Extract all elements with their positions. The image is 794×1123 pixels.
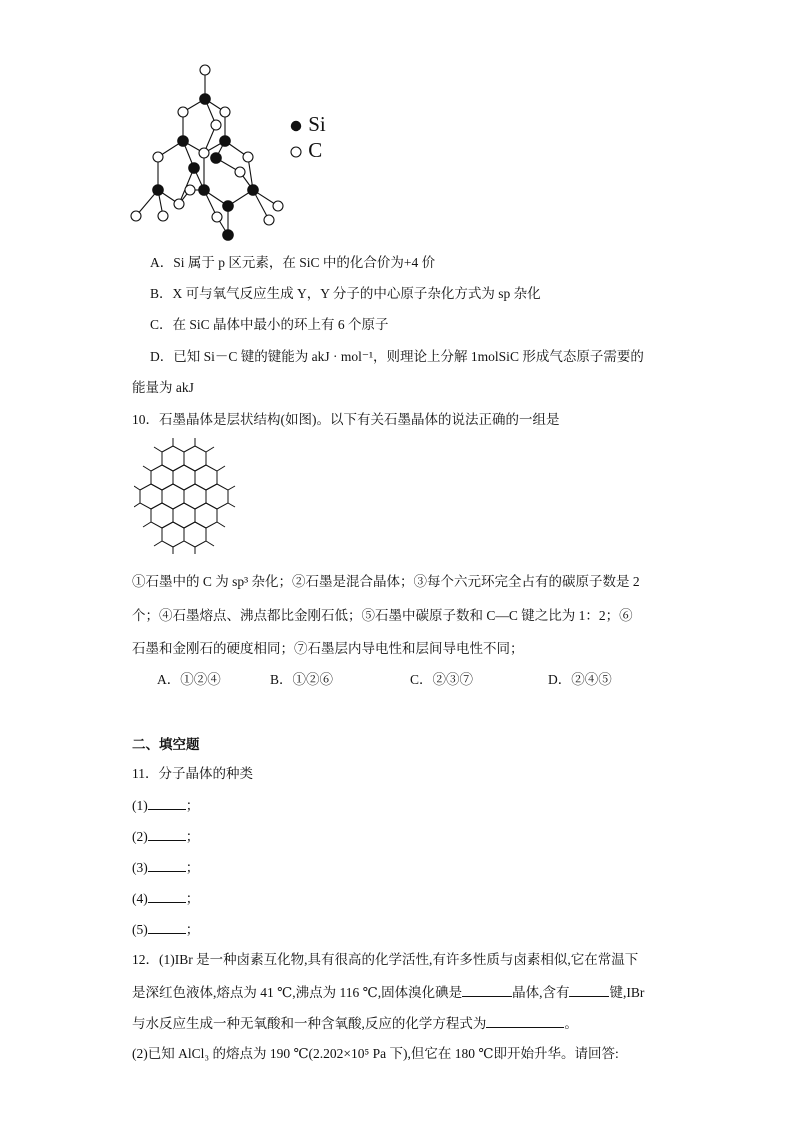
legend-si-label: Si	[308, 112, 326, 136]
q11-item-number: (1)	[132, 798, 148, 813]
hollow-circle-icon	[289, 145, 303, 159]
answer-blank[interactable]	[569, 982, 609, 997]
q11-sep: ；	[185, 829, 200, 844]
graphite-layer-figure	[134, 438, 240, 554]
q9-option-a: A．Si 属于 p 区元素，在 SiC 中的化合价为+4 价	[150, 255, 436, 270]
section-title: 二、填空题	[132, 737, 200, 752]
q11-item-2	[132, 826, 199, 847]
q9-option-d-line1: D．已知 Si－C 键的键能为 akJ · mol⁻¹，则理论上分解 1molSiC 形成气态原子需要的	[150, 349, 644, 364]
q10-option-a[interactable]: A．①②④	[157, 672, 221, 687]
legend-c-label: C	[308, 138, 323, 162]
q12-line3-part2: 。	[564, 1016, 578, 1031]
q10-statement-line1: ①石墨中的 C 为 sp³ 杂化；②石墨是混合晶体；③每个六元环完全占有的碳原子数是 2	[132, 574, 640, 589]
q11-item-1	[132, 795, 199, 816]
q12-line2-part1: 是深红色液体,熔点为 41 ℃,沸点为 116 ℃,固体溴化碘是	[132, 985, 463, 1000]
q10-statement-line3: 石墨和金刚石的硬度相同；⑦石墨层内导电性和层间导电性不同；	[132, 641, 524, 656]
answer-blank[interactable]	[148, 795, 186, 810]
q12-line2	[132, 982, 644, 1003]
answer-blank[interactable]	[462, 982, 512, 997]
legend-c	[289, 138, 322, 163]
q10-option-b[interactable]: B．①②⑥	[270, 672, 334, 687]
q11-item-4	[132, 888, 199, 909]
q10-stem: 10．石墨晶体是层状结构(如图)。以下有关石墨晶体的说法正确的一组是	[132, 412, 560, 427]
sic-structure-figure	[128, 60, 288, 246]
q12-line3-part1: 与水反应生成一种无氧酸和一种含氧酸,反应的化学方程式为	[132, 1016, 487, 1031]
q11-item-number: (2)	[132, 829, 148, 844]
q12-line2-part2: 晶体,含有	[512, 985, 570, 1000]
q12-line4: (2)已知 AlCl₃ 的熔点为 190 ℃(2.202×10⁵ Pa 下),但它在 180 ℃即开始升华。请回答:	[132, 1046, 619, 1061]
q11-item-number: (3)	[132, 860, 148, 875]
q12-line1: 12．(1)IBr 是一种卤素互化物,具有很高的化学活性,有许多性质与卤素相似,它在常温下	[132, 952, 639, 967]
q11-sep: ；	[185, 891, 200, 906]
q9-option-c: C．在 SiC 晶体中最小的环上有 6 个原子	[150, 317, 389, 332]
q11-item-number: (4)	[132, 891, 148, 906]
q11-item-number: (5)	[132, 922, 148, 937]
answer-blank[interactable]	[148, 919, 186, 934]
q11-item-5	[132, 919, 199, 940]
q11-sep: ；	[185, 922, 200, 937]
legend-si	[289, 112, 326, 137]
answer-blank[interactable]	[148, 857, 186, 872]
hexagon-grid	[134, 438, 235, 554]
q11-item-3	[132, 857, 199, 878]
q10-statement-line2: 个；④石墨熔点、沸点都比金刚石低；⑤石墨中碳原子数和 C—C 键之比为 1：2；⑥	[132, 608, 633, 623]
q10-option-d[interactable]: D．②④⑤	[548, 672, 612, 687]
answer-blank[interactable]	[148, 888, 186, 903]
answer-blank[interactable]	[148, 826, 186, 841]
q12-line3	[132, 1013, 578, 1034]
q9-option-b: B．X 可与氧气反应生成 Y，Y 分子的中心原子杂化方式为 sp 杂化	[150, 286, 541, 301]
filled-circle-icon	[289, 119, 303, 133]
answer-blank[interactable]	[486, 1013, 564, 1028]
q9-option-d-line2: 能量为 akJ	[132, 380, 194, 395]
q12-line2-part3: 键,IBr	[609, 985, 645, 1000]
q11-stem: 11．分子晶体的种类	[132, 766, 253, 781]
silicon-atoms	[153, 94, 259, 241]
q10-option-c[interactable]: C．②③⑦	[410, 672, 474, 687]
q11-sep: ；	[185, 798, 200, 813]
q11-sep: ；	[185, 860, 200, 875]
